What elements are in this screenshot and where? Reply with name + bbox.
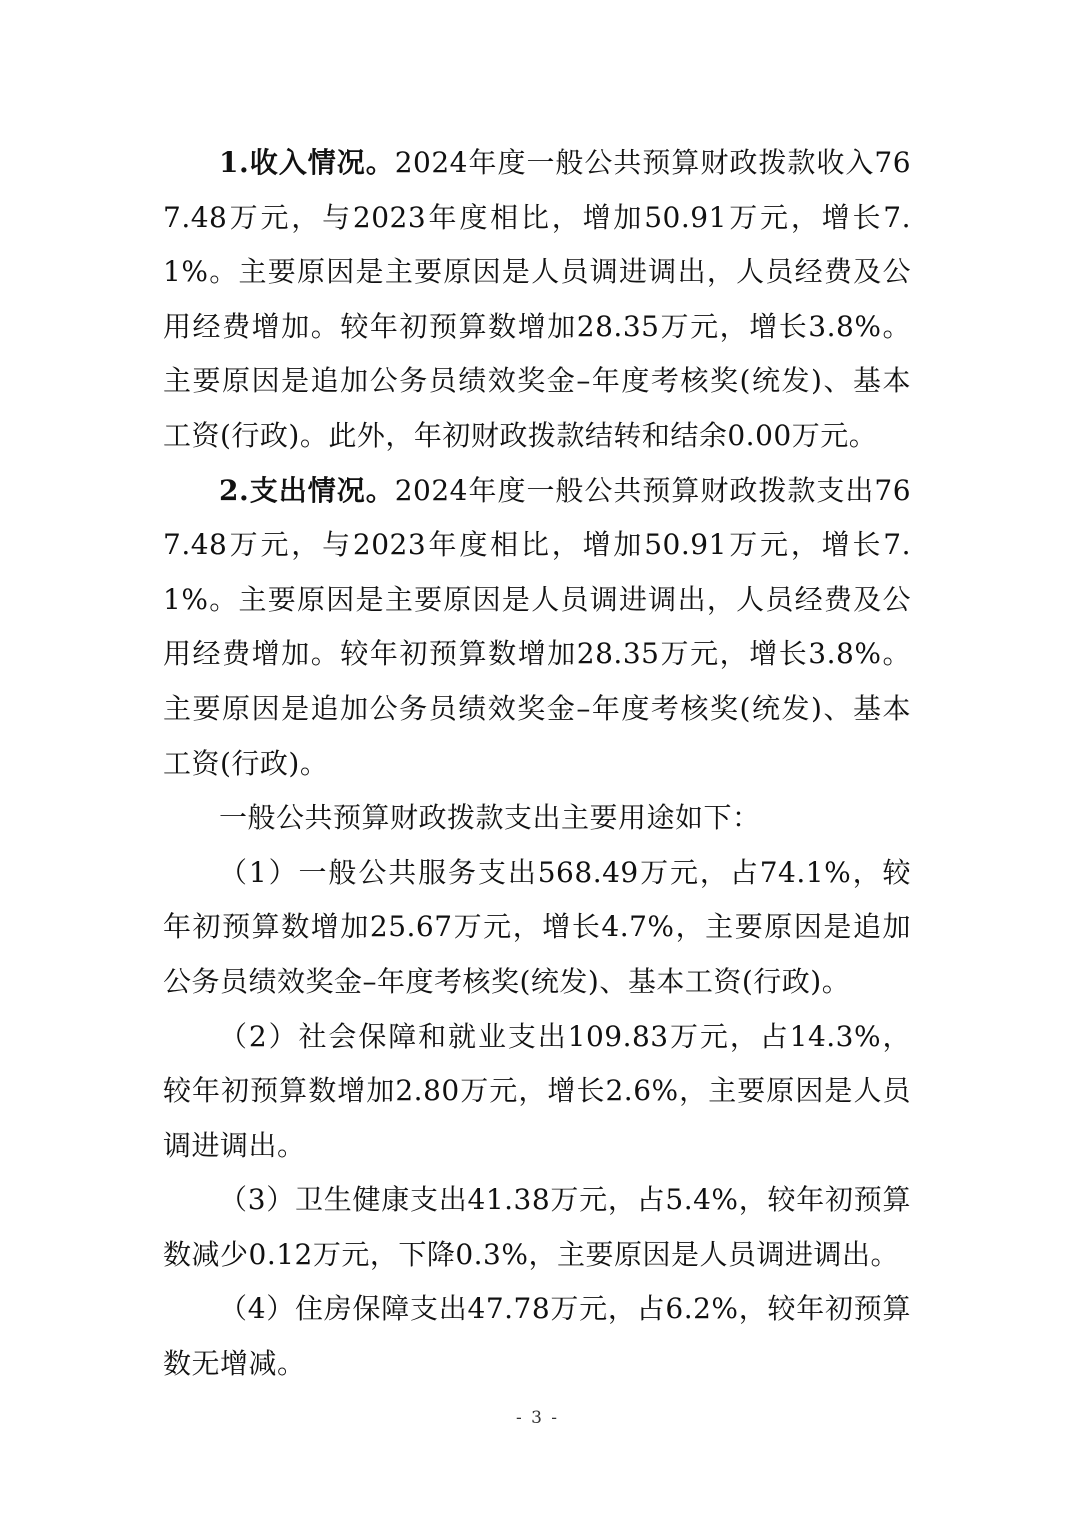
paragraph-income xyxy=(163,136,911,464)
paragraph-item-2 xyxy=(163,1010,911,1174)
paragraph-item-4 xyxy=(163,1282,911,1391)
paragraph-income-text: 2024年度一般公共预算财政拨款收入767.48万元，与2023年度相比，增加50.91万元，增长7.1%。主要原因是主要原因是人员调进调出，人员经费及公用经费增加。较年初预算数增加28.35万元，增长3.8%。主要原因是追加公务员绩效奖金–年度考核奖(统发)、基本工资(行政)。此外，年初财政拨款结转和结余0.00万元。 xyxy=(163,146,912,452)
paragraph-uses-intro-text: 一般公共预算财政拨款支出主要用途如下： xyxy=(219,801,761,835)
paragraph-item-1-text: （1）一般公共服务支出568.49万元，占74.1%，较年初预算数增加25.67万元，增长4.7%，主要原因是追加公务员绩效奖金–年度考核奖(统发)、基本工资(行政)。 xyxy=(163,855,911,998)
paragraph-expenditure-text: 2024年度一般公共预算财政拨款支出767.48万元，与2023年度相比，增加50.91万元，增长7.1%。主要原因是主要原因是人员调进调出，人员经费及公用经费增加。较年初预算数增加28.35万元，增长3.8%。主要原因是追加公务员绩效奖金–年度考核奖(统发)、基本工资(行政)。 xyxy=(163,473,912,780)
paragraph-item-1 xyxy=(163,846,911,1010)
paragraph-item-3 xyxy=(163,1173,911,1282)
heading-income: 1.收入情况。 xyxy=(219,146,395,179)
heading-expenditure: 2.支出情况。 xyxy=(219,473,395,507)
paragraph-uses-intro xyxy=(163,791,911,846)
document-body xyxy=(163,136,911,1392)
paragraph-item-4-text: （4）住房保障支出47.78万元，占6.2%，较年初预算数无增减。 xyxy=(163,1292,911,1381)
page-number: - 3 - xyxy=(515,1408,560,1428)
paragraph-item-3-text: （3）卫生健康支出41.38万元，占5.4%，较年初预算数减少0.12万元，下降0.3%，主要原因是人员调进调出。 xyxy=(163,1183,911,1271)
paragraph-item-2-text: （2）社会保障和就业支出109.83万元，占14.3%，较年初预算数增加2.80万元，增长2.6%，主要原因是人员调进调出。 xyxy=(163,1019,911,1162)
paragraph-expenditure xyxy=(163,464,911,792)
